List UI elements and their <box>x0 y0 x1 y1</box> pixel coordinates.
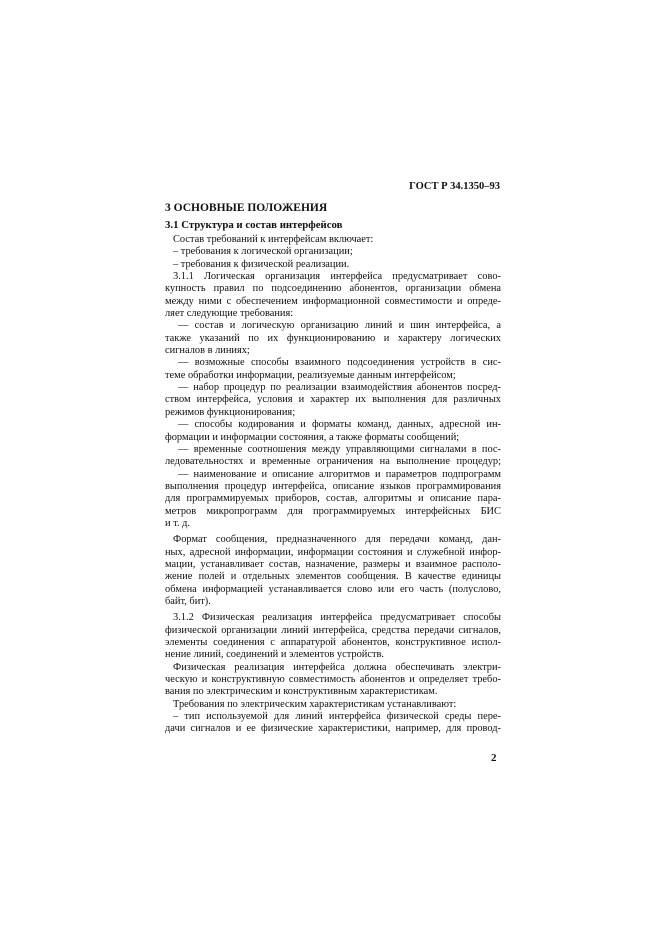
text-line: 3.1.2 Физическая реализация интерфейса предусматривает способы <box>173 612 501 624</box>
section-title: 3 ОСНОВНЫЕ ПОЛОЖЕНИЯ <box>165 202 328 214</box>
text-line: для программируемых приборов, состав, алгоритмы и описание пара- <box>165 493 501 505</box>
list-item: — наименование и описание алгоритмов и параметров подпрограмм <box>178 468 501 480</box>
text-line: Состав требований к интерфейсам включает: <box>173 234 374 245</box>
text-line: ляет следующие требования: <box>165 308 294 320</box>
text-line: вания по электрическим и конструктивным характеристикам. <box>165 686 438 698</box>
text-line: элементы соединения с аппаратурой абонентов, конструктивное испол- <box>165 637 501 648</box>
list-item: – требования к логической организации; <box>173 246 353 258</box>
subsection-title: 3.1 Структура и состав интерфейсов <box>165 219 343 231</box>
text-line: купность правил по подсоединению абонентов, организации обмена <box>165 283 501 295</box>
text-line: байт, бит). <box>165 595 211 607</box>
text-line: метров микропрограмм для программируемых интерфейсных БИС <box>165 505 501 517</box>
text-line: и т. д. <box>165 517 190 529</box>
document-body <box>165 200 501 736</box>
document-number-header: ГОСТ Р 34.1350–93 <box>409 181 500 192</box>
page-number: 2 <box>491 752 497 764</box>
text-line: теме обработки информации, реализуемые данным интерфейсом; <box>165 369 456 381</box>
text-line: сигналов в линиях; <box>165 345 250 357</box>
text-line: ческую и конструктивную совместимость абонентов и определяет требо- <box>165 674 501 686</box>
text-line: формации и информации состояния, а также форматы сообщений; <box>165 431 460 443</box>
text-line: ством интерфейса, условия и характер их выполнения для различных <box>165 394 501 406</box>
text-line: дачи сигналов и ее физические характеристики, например, для провод- <box>165 723 501 735</box>
text-line: ных, адресной информации, информации состояния и служебной инфор- <box>165 546 501 558</box>
list-item: — временные соотношения между управляющими сигналами в пос- <box>178 443 501 455</box>
text-line: ледовательностях и временные ограничения на выполнение процедур; <box>165 456 501 468</box>
text-line: Формат сообщения, предназначенного для передачи команд, дан- <box>173 534 501 546</box>
text-line: также указаний по их функционированию и характеру логических <box>165 332 501 344</box>
list-item: — возможные способы взаимного подсоединения устройств в сис- <box>178 357 501 369</box>
text-line: 3.1.1 Логическая организация интерфейса предусматривает сово- <box>173 271 501 283</box>
list-item: – тип используемой для линий интерфейса физической среды пере- <box>173 711 501 723</box>
list-item: – требования к физической реализации. <box>173 258 350 270</box>
list-item: — набор процедур по реализации взаимодействия абонентов посред- <box>178 382 501 394</box>
text-line: жение полей и отдельных элементов сообщения. В качестве единицы <box>165 571 501 583</box>
list-item: — состав и логическую организацию линий и шин интерфейса, а <box>178 320 501 332</box>
text-line: нение линий, соединений и элементов устройств. <box>165 649 384 661</box>
list-item: — способы кодирования и форматы команд, данных, адресной ин- <box>178 419 501 431</box>
text-line: выполнения процедур интерфейса, описание языков программирования <box>165 480 501 492</box>
text-line: мации, устанавливает состав, назначение, размеры и взаимное располо- <box>165 558 501 570</box>
text-line: физической организации линий интерфейса, средства передачи сигналов, <box>165 624 501 636</box>
text-line: обмена информацией устанавливается слово или его часть (полуслово, <box>165 583 501 595</box>
text-line: Требования по электрическим характеристикам устанавливают: <box>173 698 457 710</box>
text-line: режимов функционирования; <box>165 406 296 418</box>
text-line: Физическая реализация интерфейса должна обеспечивать электри- <box>173 661 501 673</box>
text-line: между ними с обеспечением информационной совместимости и опреде- <box>165 295 501 307</box>
